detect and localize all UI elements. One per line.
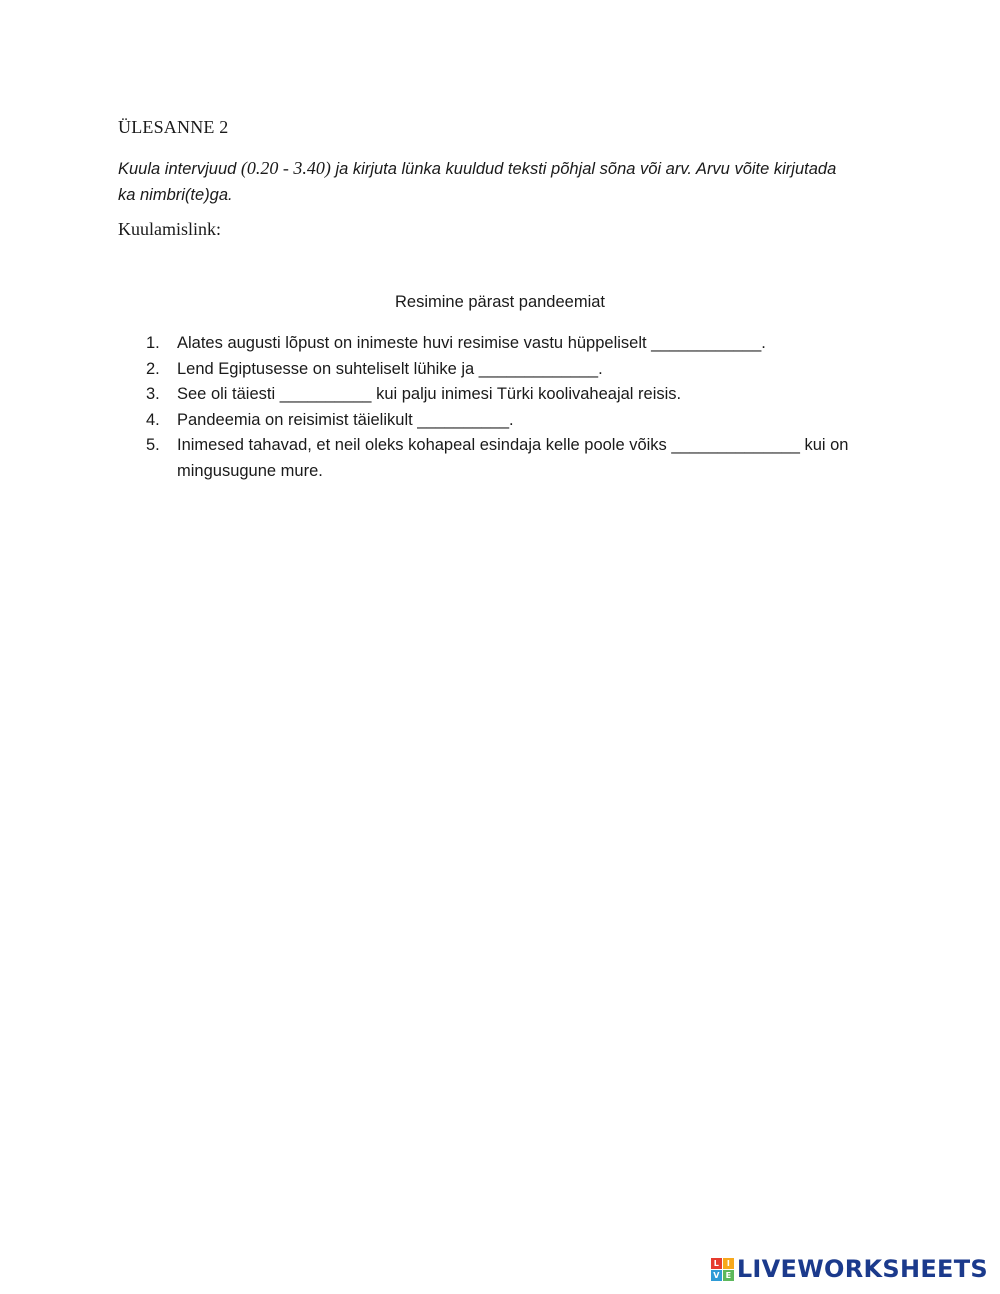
worksheet-title: Resimine pärast pandeemiat	[394, 293, 606, 311]
logo-mark-tile: V	[711, 1270, 722, 1281]
listening-link-label: Kuulamislink:	[118, 219, 221, 239]
instruction-timestamp: (0.20 - 3.40)	[240, 158, 331, 178]
question-item	[146, 408, 886, 434]
instruction-text	[118, 155, 858, 208]
question-item	[146, 433, 886, 484]
question-item	[146, 331, 886, 357]
question-text: Inimesed tahavad, et neil oleks kohapeal esindaja kelle poole võiks ______________ kui on mingusugune mure.	[177, 436, 849, 480]
question-text: See oli täiesti __________ kui palju inimesi Türki koolivaheajal reisis.	[177, 385, 682, 403]
logo-mark-tile: E	[723, 1270, 734, 1281]
question-text: Lend Egiptusesse on suhteliselt lühike ja _____________.	[177, 359, 603, 378]
question-item	[146, 357, 886, 383]
logo-mark-tile: I	[723, 1258, 734, 1269]
liveworksheets-logo	[711, 1255, 988, 1283]
question-list	[146, 331, 886, 484]
question-number: 5.	[146, 436, 160, 454]
question-number: 3.	[146, 385, 160, 403]
question-number: 1.	[146, 334, 160, 352]
logo-mark-tile: L	[711, 1258, 722, 1269]
question-number: 2.	[146, 359, 160, 378]
question-number: 4.	[146, 410, 160, 429]
instruction-part-1: Kuula intervjuud	[118, 160, 241, 178]
exercise-heading: ÜLESANNE 2	[118, 117, 229, 137]
question-item	[146, 382, 886, 408]
instruction-part-2: ja kirjuta lünka kuuldud teksti põhjal sõna või arv. Arvu võite kirjutada ka nimbri(te)ga.	[118, 160, 837, 204]
logo-mark-icon	[711, 1258, 734, 1281]
logo-text: LIVEWORKSHEETS	[736, 1255, 988, 1283]
question-text: Pandeemia on reisimist täielikult __________.	[177, 410, 514, 429]
question-text: Alates augusti lõpust on inimeste huvi resimise vastu hüppeliselt ____________.	[177, 334, 766, 352]
